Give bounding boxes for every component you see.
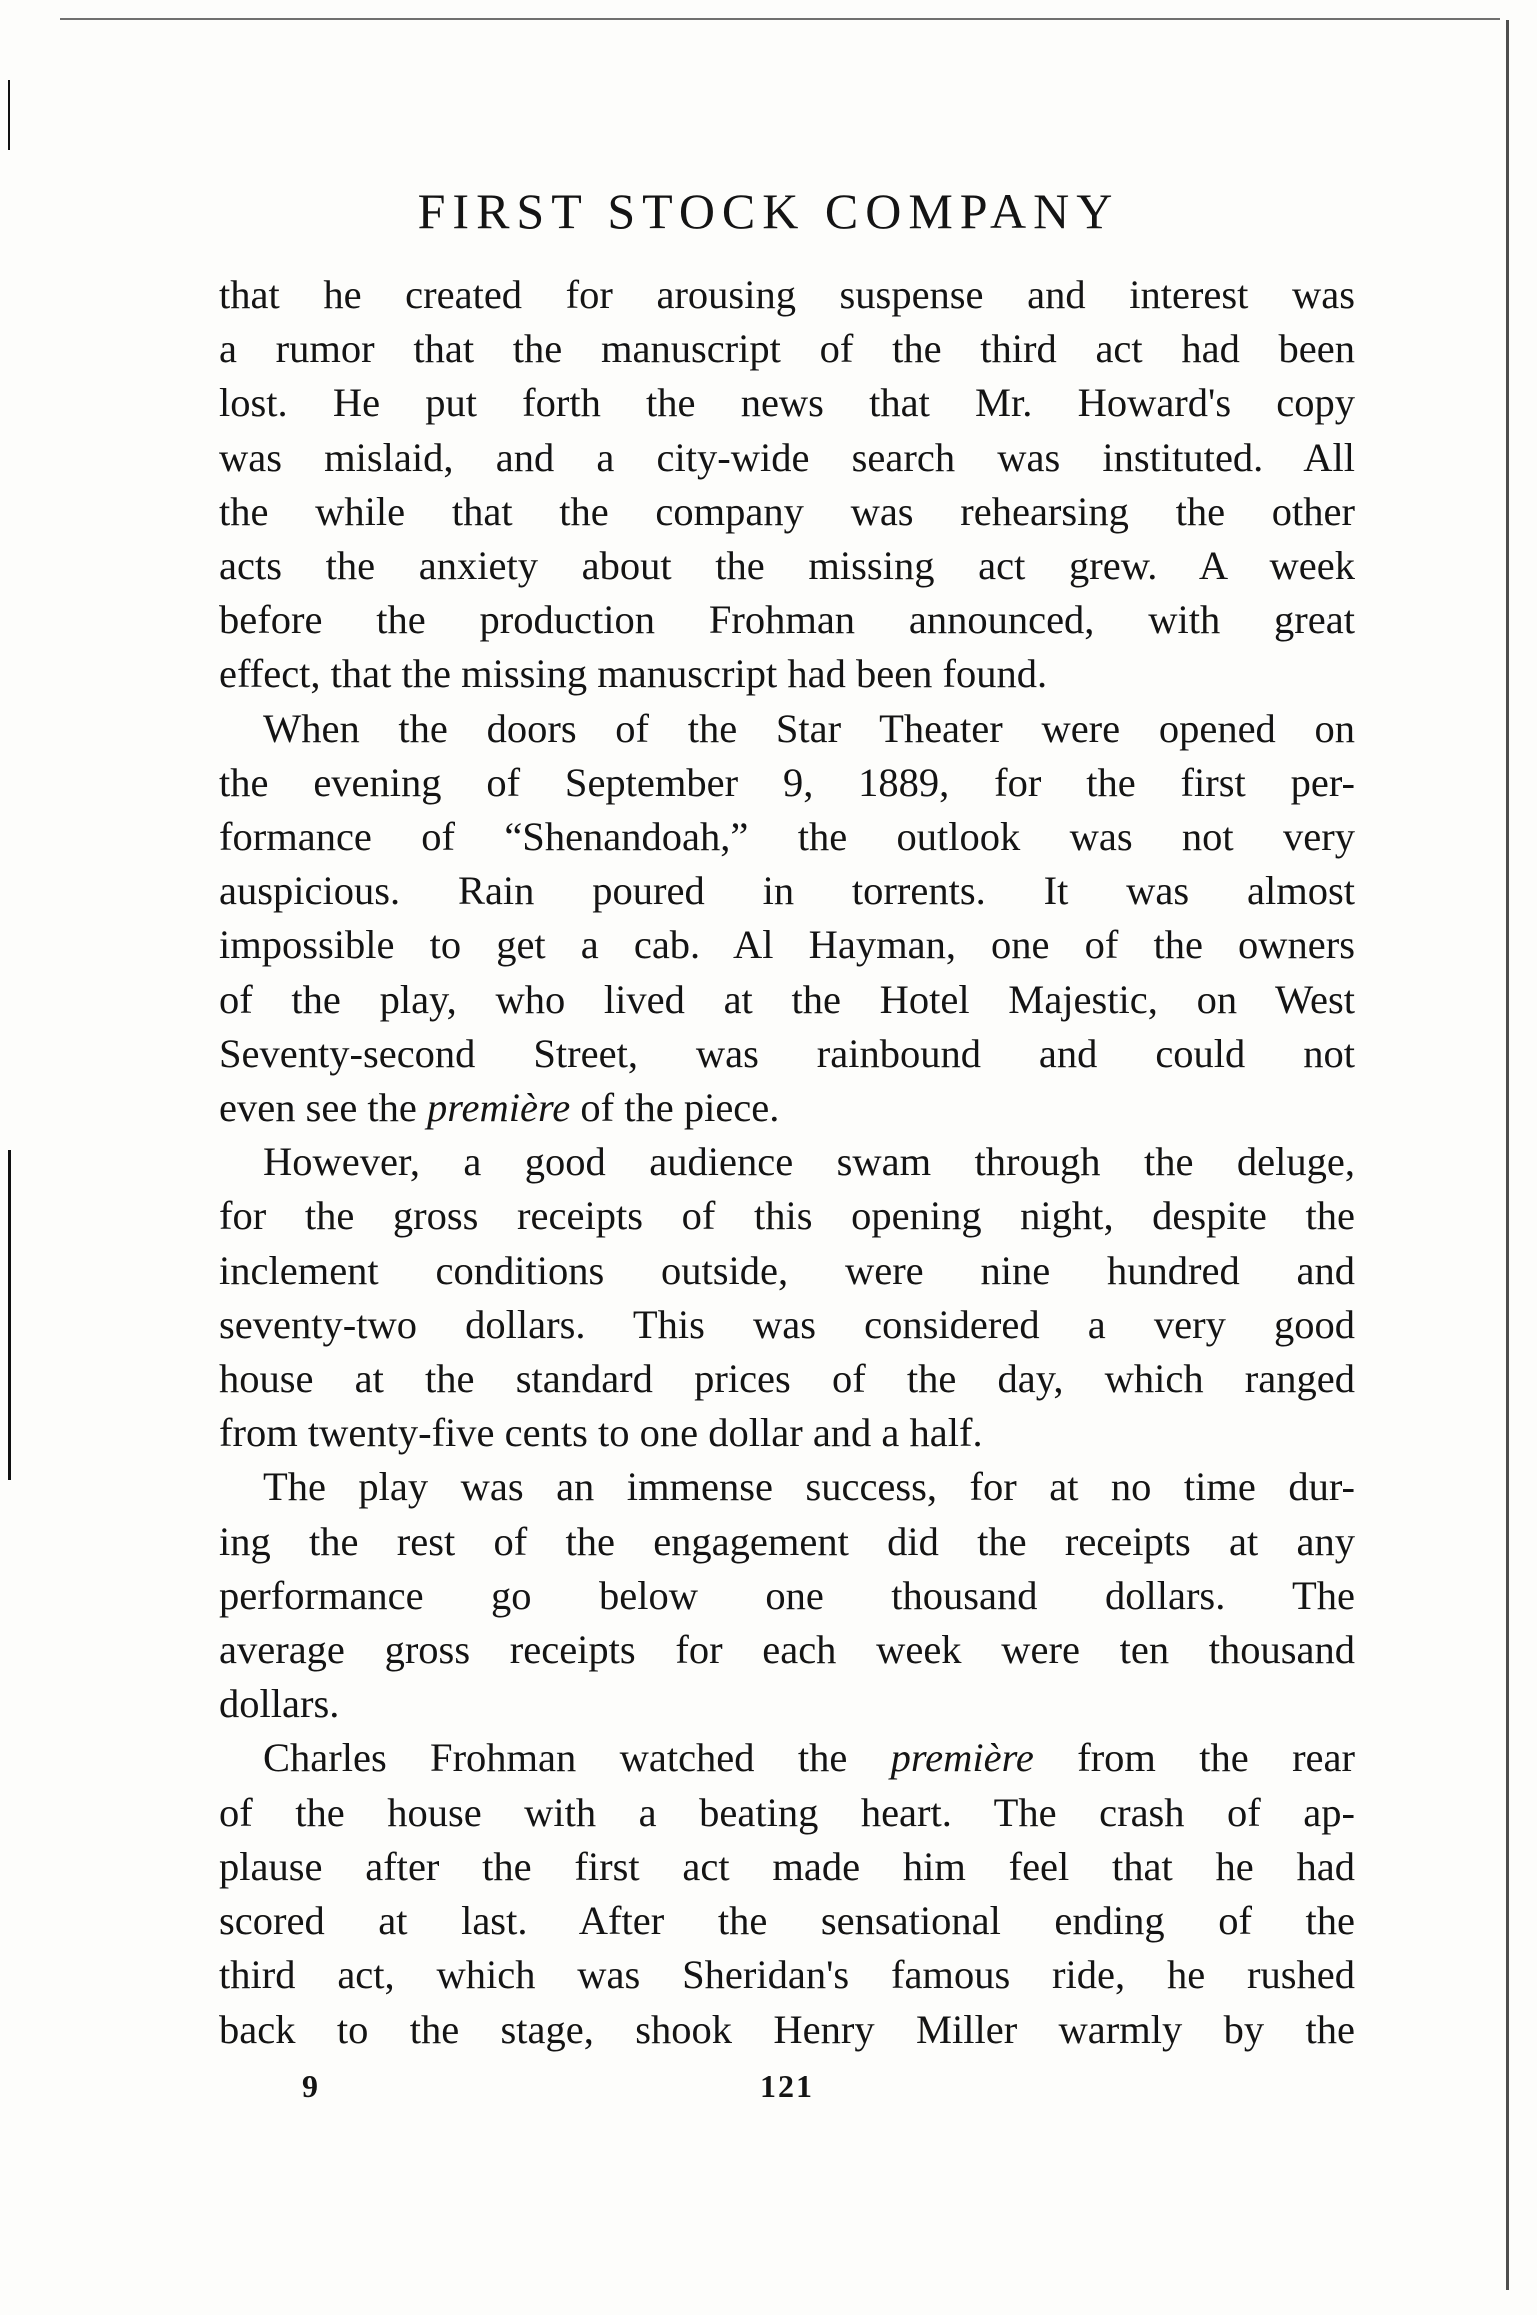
text-line [219, 1623, 1355, 1677]
text-line [219, 756, 1355, 810]
text-segment: from the rear [1033, 1735, 1355, 1781]
text-segment: performance go below one thousand dollars. The [219, 1572, 1355, 1618]
text-segment: impossible to get a cab. Al Hayman, one of the owners [219, 922, 1355, 968]
text-line [219, 431, 1355, 485]
paragraph [219, 702, 1355, 1136]
text-line [219, 1406, 1355, 1460]
text-line [219, 539, 1355, 593]
text-segment: the while that the company was rehearsing the other [219, 488, 1355, 534]
text-segment: for the gross receipts of this opening night, despite the [219, 1193, 1355, 1239]
text-segment: before the production Frohman announced, with great [219, 597, 1355, 643]
text-segment: inclement conditions outside, were nine hundred and [219, 1247, 1355, 1293]
text-line [219, 647, 1355, 701]
text-line [219, 1515, 1355, 1569]
text-line [219, 1189, 1355, 1243]
text-segment: However, a good audience swam through the deluge, [263, 1139, 1355, 1185]
page-edge-top [60, 18, 1500, 20]
text-segment: seventy-two dollars. This was considered a very good [219, 1301, 1355, 1347]
text-line [219, 376, 1355, 430]
signature-mark: 9 [302, 2068, 318, 2104]
text-line [219, 1135, 1355, 1189]
text-segment: Charles Frohman watched the [263, 1735, 891, 1781]
text-line [219, 268, 1355, 322]
running-header: FIRST STOCK COMPANY [417, 183, 1120, 239]
text-segment: ing the rest of the engagement did the receipts at any [219, 1518, 1355, 1564]
text-segment: When the doors of the Star Theater were opened on [263, 705, 1355, 751]
binding-mark [8, 1150, 11, 1480]
text-line [219, 1460, 1355, 1514]
text-segment: a rumor that the manuscript of the third act had been [219, 326, 1355, 372]
text-segment: of the piece. [570, 1085, 780, 1131]
text-line [219, 1948, 1355, 2002]
text-segment: scored at last. After the sensational ending of the [219, 1898, 1355, 1944]
text-line [219, 864, 1355, 918]
text-line [219, 1677, 1355, 1731]
text-line [219, 593, 1355, 647]
text-segment: that he created for arousing suspense and interest was [219, 272, 1355, 317]
text-line [219, 485, 1355, 539]
text-segment: house at the standard prices of the day, which ranged [219, 1356, 1355, 1402]
text-line [219, 1786, 1355, 1840]
text-line [219, 1081, 1355, 1135]
text-segment: auspicious. Rain poured in torrents. It was almost [219, 868, 1355, 914]
text-segment: third act, which was Sheridan's famous ride, he rushed [219, 1952, 1355, 1998]
text-segment: average gross receipts for each week were ten thousand [219, 1627, 1355, 1673]
text-line [219, 1352, 1355, 1406]
text-line [219, 918, 1355, 972]
text-segment: back to the stage, shook Henry Miller warmly by the [219, 2006, 1355, 2052]
text-segment: Seventy-second Street, was rainbound and could not [219, 1030, 1355, 1076]
paragraph [219, 1731, 1355, 2056]
text-line [219, 1731, 1355, 1785]
page-number: 121 [760, 2068, 814, 2104]
text-segment: of the play, who lived at the Hotel Majestic, on West [219, 976, 1355, 1022]
text-segment: lost. He put forth the news that Mr. Howard's copy [219, 380, 1355, 426]
text-line [219, 810, 1355, 864]
page-edge-right [1506, 20, 1509, 2290]
text-line [219, 702, 1355, 756]
paragraph [219, 268, 1355, 702]
italic-text: première [890, 1735, 1034, 1781]
binding-mark [8, 80, 10, 150]
text-segment: formance of “Shenandoah,” the outlook was not very [219, 814, 1355, 860]
text-segment: dollars. [219, 1681, 340, 1727]
text-segment: of the house with a beating heart. The crash of ap- [219, 1789, 1355, 1835]
text-line [219, 1298, 1355, 1352]
text-segment: from twenty-five cents to one dollar and a half. [219, 1410, 983, 1456]
text-segment: effect, that the missing manuscript had been found. [219, 651, 1048, 697]
italic-text: première [427, 1085, 571, 1131]
text-segment: was mislaid, and a city-wide search was instituted. All [219, 434, 1355, 480]
text-segment: acts the anxiety about the missing act grew. A week [219, 543, 1355, 589]
text-segment: even see the [219, 1085, 428, 1131]
text-line [219, 1027, 1355, 1081]
text-line [219, 1894, 1355, 1948]
paragraph [219, 1460, 1355, 1731]
text-line [219, 1840, 1355, 1894]
paragraph [219, 1135, 1355, 1460]
text-line [219, 2003, 1355, 2057]
text-line [219, 973, 1355, 1027]
text-line [219, 322, 1355, 376]
text-line [219, 1244, 1355, 1298]
text-segment: plause after the first act made him feel that he had [219, 1843, 1355, 1889]
text-line [219, 1569, 1355, 1623]
page-body [219, 268, 1355, 2057]
text-segment: The play was an immense success, for at no time dur- [263, 1464, 1355, 1510]
text-segment: the evening of September 9, 1889, for the first per- [219, 759, 1355, 805]
